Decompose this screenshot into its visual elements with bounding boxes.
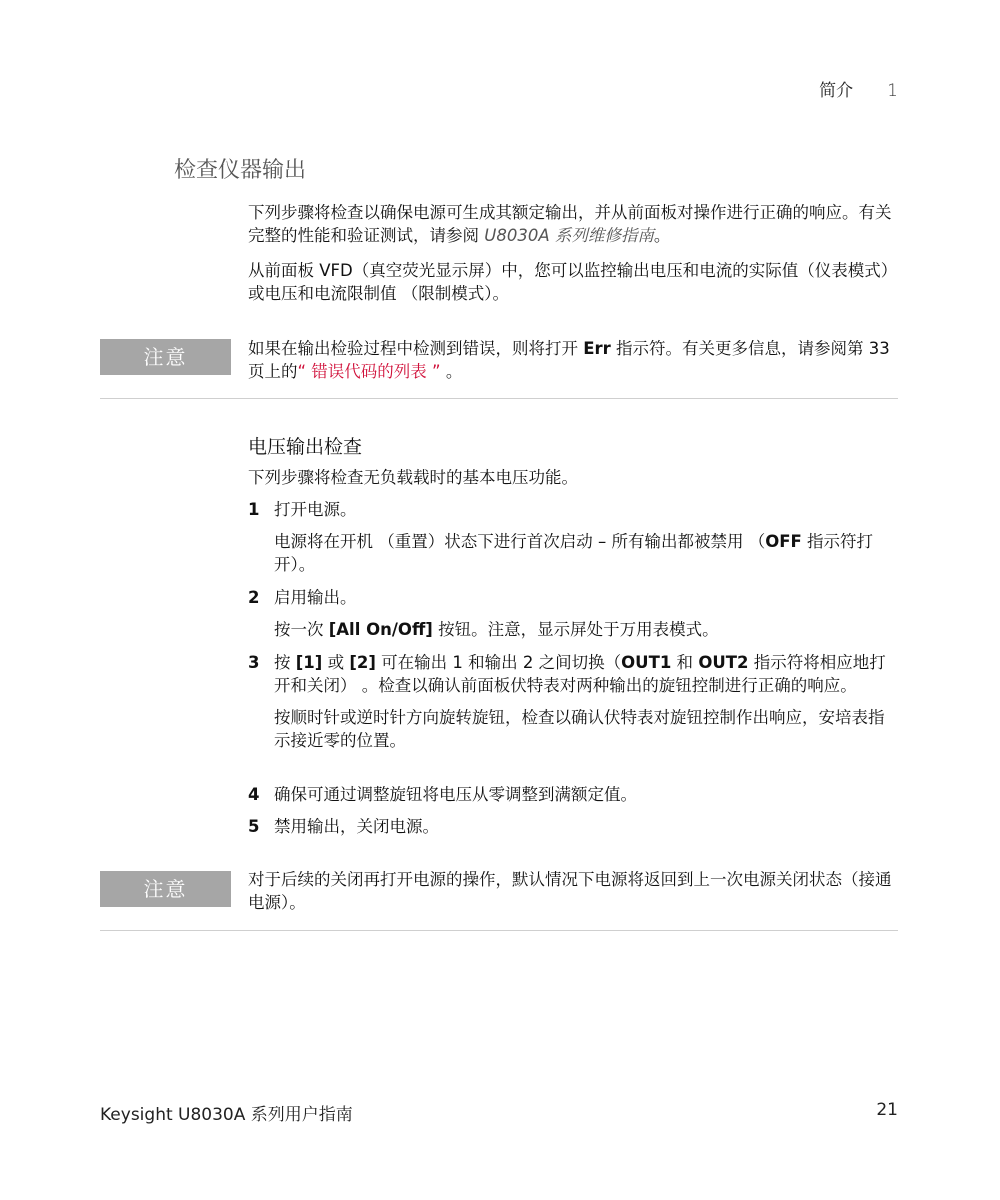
intro-text: 下列步骤将检查以确保电源可生成其额定输出，并从前面板对操作进行正确的响应。有关完整的性能和验证测试，请参阅 xyxy=(248,203,892,245)
err-indicator: Err xyxy=(583,339,611,358)
step-number: 1 xyxy=(248,500,260,519)
subsection-intro: 下列步骤将检查无负载载时的基本电压功能。 xyxy=(248,468,578,487)
step-detail: 按顺时针或逆时针方向旋转旋钮，检查以确认伏特表对旋钮控制作出响应，安培表指示接近零的位置。 xyxy=(274,708,885,750)
subsection-title: 电压输出检查 xyxy=(248,436,363,458)
footer-title: Keysight U8030A 系列用户指南 xyxy=(100,1105,353,1125)
step-text: 确保可通过调整旋钮将电压从零调整到满额定值。 xyxy=(274,785,637,804)
step-detail: 按一次 [All On/Off] 按钮。注意，显示屏处于万用表模式。 xyxy=(274,620,719,639)
out1-indicator: OUT1 xyxy=(621,653,672,672)
note-label-2: 注意 xyxy=(100,871,231,907)
divider-1 xyxy=(100,398,898,399)
step-number: 5 xyxy=(248,817,260,836)
step-number: 4 xyxy=(248,785,260,804)
note1-text-b: 指示符。有关更多信息，请参阅第 33 页上的 xyxy=(248,339,890,381)
step-1 xyxy=(248,498,900,576)
step-4 xyxy=(248,783,900,806)
note1-text-a: 如果在输出检验过程中检测到错误，则将打开 xyxy=(248,339,584,358)
all-on-off-key: [All On/Off] xyxy=(328,620,433,639)
key-2: [2] xyxy=(349,653,376,672)
step-number: 3 xyxy=(248,653,260,672)
step-text: 按 [1] 或 [2] 可在输出 1 和输出 2 之间切换（OUT1 和 OUT2 指示符将相应地打开和关闭） 。检查以确认前面板伏特表对两种输出的旋钮控制进行正确的响应。 xyxy=(274,653,886,695)
step-number: 2 xyxy=(248,588,260,607)
intro-text-2: 从前面板 VFD（真空荧光显示屏）中，您可以监控输出电压和电流的实际值（仪表模式）或电压和电流限制值 （限制模式）。 xyxy=(248,261,898,303)
note-label-1: 注意 xyxy=(100,339,231,375)
step-5 xyxy=(248,815,900,838)
step-2 xyxy=(248,586,900,641)
note-text-1 xyxy=(248,337,900,383)
section-title: 检查仪器输出 xyxy=(174,158,307,183)
step-detail: 电源将在开机 （重置）状态下进行首次启动 – 所有输出都被禁用 （OFF 指示符打开）。 xyxy=(274,532,874,574)
intro-paragraph-2 xyxy=(248,259,900,305)
service-guide-reference: U8030A 系列维修指南 xyxy=(484,226,654,245)
intro-paragraph-1 xyxy=(248,201,900,247)
step-text: 打开电源。 xyxy=(274,500,357,519)
header-chapter-number: 1 xyxy=(887,81,898,101)
note-text-2: 对于后续的关闭再打开电源的操作，默认情况下电源将返回到上一次电源关闭状态（接通电源）。 xyxy=(248,870,892,912)
off-indicator: OFF xyxy=(765,532,802,551)
step-text: 禁用输出，关闭电源。 xyxy=(274,817,439,836)
key-1: [1] xyxy=(295,653,323,672)
divider-2 xyxy=(100,930,898,931)
header-section: 简介 xyxy=(819,81,854,101)
error-code-list-link[interactable]: “ 错误代码的列表 ” xyxy=(297,362,441,381)
page-header xyxy=(819,76,898,101)
step-text: 启用输出。 xyxy=(274,588,357,607)
step-3 xyxy=(248,651,900,752)
out2-indicator: OUT2 xyxy=(698,653,749,672)
note1-text-c: 。 xyxy=(440,362,463,381)
intro-end: 。 xyxy=(653,226,671,245)
page-number: 21 xyxy=(876,1100,898,1120)
